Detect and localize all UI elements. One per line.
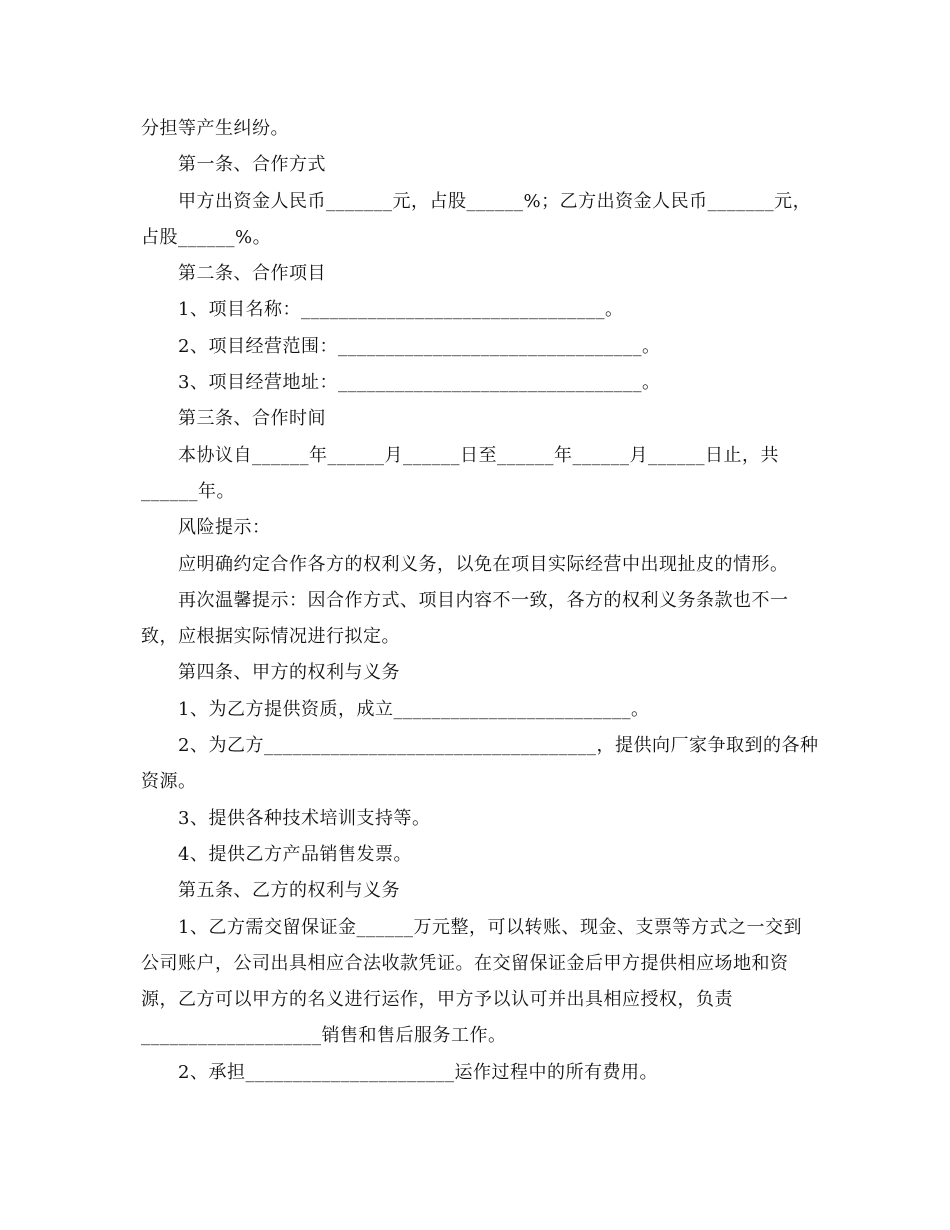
clause-heading: 第三条、合作时间 xyxy=(178,408,326,430)
text-line: 再次温馨提示：因合作方式、项目内容不一致，各方的权利义务条款也不一 xyxy=(178,589,789,611)
clause-heading: 第一条、合作方式 xyxy=(178,154,326,176)
text-line: 4、提供乙方产品销售发票。 xyxy=(178,843,412,865)
text-line: 分担等产生纠纷。 xyxy=(141,118,289,139)
text-line: ______年。 xyxy=(141,480,235,502)
text-line: 1、为乙方提供资质，成立_________________________。 xyxy=(178,698,650,720)
text-line: 应明确约定合作各方的权利义务，以免在项目实际经营中出现扯皮的情形。 xyxy=(178,553,789,575)
text-line: 1、项目名称：________________________________。 xyxy=(178,299,624,321)
text-line: 资源。 xyxy=(141,771,197,793)
clause-heading: 第五条、乙方的权利与义务 xyxy=(178,880,400,902)
risk-heading: 风险提示： xyxy=(178,517,271,539)
document-page xyxy=(141,111,819,1091)
text-line: 甲方出资金人民币_______元，占股______%；乙方出资金人民币_______元， xyxy=(178,190,812,212)
text-line: 3、项目经营地址：________________________________。 xyxy=(178,372,661,394)
text-line: 2、项目经营范围：________________________________。 xyxy=(178,335,661,357)
text-line: 致，应根据实际情况进行拟定。 xyxy=(141,626,400,648)
text-line: 占股______%。 xyxy=(141,226,272,248)
clause-heading: 第四条、甲方的权利与义务 xyxy=(178,662,400,684)
text-line: ___________________销售和售后服务工作。 xyxy=(141,1025,507,1047)
text-line: 2、承担______________________运作过程中的所有费用。 xyxy=(178,1061,658,1083)
text-line: 3、提供各种技术培训支持等。 xyxy=(178,807,431,829)
text-line: 源，乙方可以甲方的名义进行运作，甲方予以认可并出具相应授权，负责 xyxy=(141,989,733,1011)
text-line: 本协议自______年______月______日至______年______月______日止，共 xyxy=(178,444,779,466)
text-line: 1、乙方需交留保证金______万元整，可以转账、现金、支票等方式之一交到 xyxy=(178,916,802,938)
clause-heading: 第二条、合作项目 xyxy=(178,263,326,285)
text-line: 公司账户，公司出具相应合法收款凭证。在交留保证金后甲方提供相应场地和资 xyxy=(141,952,789,974)
text-line: 2、为乙方___________________________________，提供向厂家争取到的各种 xyxy=(178,735,819,757)
